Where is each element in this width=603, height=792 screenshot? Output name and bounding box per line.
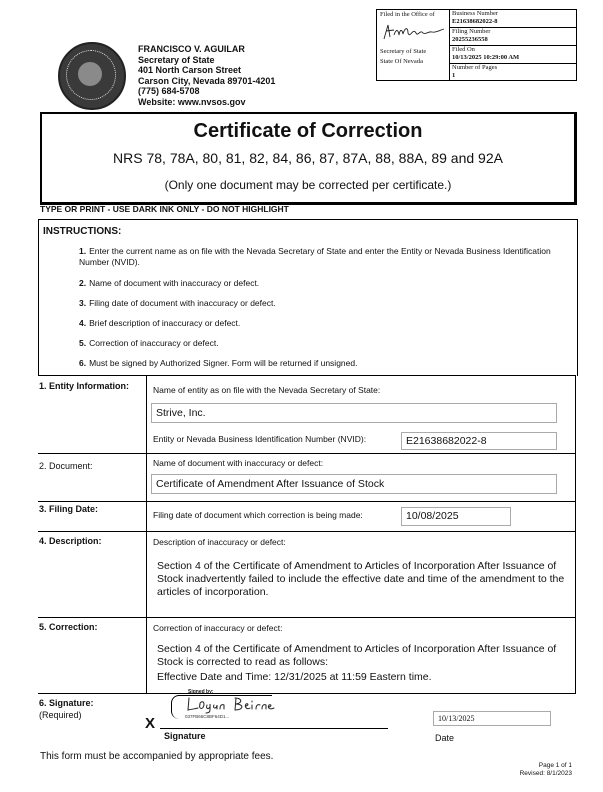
entity-name-prompt: Name of entity as on file with the Nevada Secretary of State: (153, 385, 381, 395)
instruction-number: 2. (79, 278, 87, 288)
title-box (40, 112, 577, 205)
filing-stamp-right (450, 10, 576, 80)
office-street: 401 North Carson Street (138, 65, 242, 75)
office-phone: (775) 684-5708 (138, 86, 200, 96)
business-number-label: Business Number (452, 10, 499, 17)
document-name-field[interactable] (151, 474, 557, 494)
signature-image[interactable] (186, 696, 276, 714)
sign-here-x: X (145, 715, 156, 732)
secretary-signature-image (380, 21, 446, 45)
filing-number-label: Filing Number (452, 28, 491, 35)
instruction-item (79, 358, 573, 369)
instructions-box (38, 219, 578, 376)
description-prompt: Description of inaccuracy or defect: (153, 537, 286, 547)
correction-text: Section 4 of the Certificate of Amendment to Articles of Incorporation After Issuance of Stock is corrected to read as follows: (157, 643, 557, 668)
filing-number-cell (450, 28, 576, 46)
instruction-item (79, 298, 573, 309)
nvid-field[interactable]: E21638682022-8 (401, 432, 557, 450)
filed-in-office-text: Filed in the Office of (380, 11, 435, 18)
filing-date-row (38, 501, 576, 532)
business-number-value: E21638682022-8 (452, 18, 498, 25)
signature-caption: Signature (164, 731, 206, 741)
instruction-number: 6. (79, 358, 87, 368)
filed-on-cell (450, 46, 576, 64)
filing-stamp-box (376, 9, 577, 81)
filing-date-prompt: Filing date of document which correction is being made: (153, 510, 363, 520)
description-label: 4. Description: (39, 536, 102, 546)
correction-label: 5. Correction: (39, 622, 98, 632)
signature-required: (Required) (39, 710, 82, 720)
correction-cell (146, 617, 576, 693)
correction-row (38, 617, 576, 694)
office-website: Website: www.nvsos.gov (138, 96, 246, 107)
instruction-item (79, 338, 573, 349)
instruction-text: Name of document with inaccuracy or defect. (89, 278, 260, 288)
description-cell (146, 531, 576, 617)
instruction-number: 1. (79, 246, 87, 256)
instruction-text: Filing date of document with inaccuracy or defect. (89, 298, 276, 308)
instruction-number: 5. (79, 338, 87, 348)
page-number: Page 1 of 1 (538, 762, 572, 769)
filing-number-value: 20255236558 (452, 36, 488, 43)
pages-cell (450, 64, 576, 80)
entity-info-cell (146, 376, 576, 453)
state-of-nevada-text: State Of Nevada (380, 58, 423, 65)
seal-core (78, 62, 102, 86)
filing-date-field[interactable]: 10/08/2025 (401, 507, 511, 526)
fees-notice: This form must be accompanied by appropriate fees. (40, 751, 274, 762)
signature-line (160, 728, 388, 729)
type-print-notice: TYPE OR PRINT - USE DARK INK ONLY - DO NOT HIGHLIGHT (40, 204, 289, 214)
filed-on-value: 10/13/2025 10:29:00 AM (452, 54, 520, 61)
document-row (38, 453, 576, 502)
filed-on-label: Filed On (452, 46, 475, 53)
description-text: Section 4 of the Certificate of Amendment to Articles of Incorporation After Issuance of Stock inadvertently failed to include the effective date and time of the amendment to the articles of incorporation. (157, 560, 565, 598)
page-info (500, 762, 572, 778)
business-number-cell (450, 10, 576, 28)
signed-by-text: Signed by: (188, 689, 214, 695)
instruction-item (79, 278, 573, 289)
filing-date-label: 3. Filing Date: (39, 504, 99, 514)
instruction-text: Enter the current name as on file with the Nevada Secretary of State and enter the Entity or Nevada Business Identification Number (NVID). (79, 246, 551, 267)
correction-effective-date: Effective Date and Time: 12/31/2025 at 11:59 Eastern time. (157, 671, 432, 683)
entity-info-row (38, 376, 576, 454)
document-cell (146, 453, 576, 501)
document-prompt: Name of document with inaccuracy or defect: (153, 458, 324, 468)
instruction-text: Correction of inaccuracy or defect. (89, 338, 219, 348)
state-seal-image (58, 42, 126, 110)
instruction-text: Must be signed by Authorized Signer. Form will be returned if unsigned. (89, 358, 358, 368)
entity-name-field[interactable]: Strive, Inc. (151, 403, 557, 423)
instructions-heading: INSTRUCTIONS: (43, 226, 122, 237)
instruction-number: 4. (79, 318, 87, 328)
filing-date-cell (146, 501, 576, 531)
pages-value: 1 (452, 72, 456, 79)
signature-row (38, 689, 576, 747)
signature-label: 6. Signature: (39, 698, 94, 708)
correction-prompt: Correction of inaccuracy or defect: (153, 623, 283, 633)
instruction-item (79, 246, 573, 268)
entity-info-label: 1. Entity Information: (39, 381, 129, 391)
secretary-of-state-text: Secretary of State (380, 48, 427, 55)
revised-date: Revised: 8/1/2023 (519, 770, 572, 777)
nvid-prompt: Entity or Nevada Business Identification Number (NVID): (153, 434, 367, 444)
instruction-number: 3. (79, 298, 87, 308)
office-title: Secretary of State (138, 54, 215, 65)
form-grid (38, 375, 576, 747)
office-name: FRANCISCO V. AGUILAR (138, 44, 245, 54)
instruction-text: Brief description of inaccuracy or defect. (89, 318, 241, 328)
office-address-block (138, 44, 275, 107)
docusign-hash: 037FB66C8BF64D1... (185, 714, 230, 719)
instruction-item (79, 318, 573, 329)
document-label: 2. Document: (39, 461, 93, 471)
date-caption: Date (435, 733, 455, 743)
description-row (38, 531, 576, 618)
office-city: Carson City, Nevada 89701-4201 (138, 75, 276, 86)
document-name-value: Certificate of Amendment After Issuance of Stock (156, 478, 385, 490)
form-title: Certificate of Correction (193, 120, 423, 142)
nrs-statutes: NRS 78, 78A, 80, 81, 82, 84, 86, 87, 87A, 88, 88A, 89 and 92A (113, 150, 503, 166)
signature-date-field[interactable]: 10/13/2025 (433, 711, 551, 726)
one-document-note: (Only one document may be corrected per certificate.) (164, 178, 452, 192)
filing-stamp-left (377, 10, 450, 80)
pages-label: Number of Pages (452, 64, 498, 71)
